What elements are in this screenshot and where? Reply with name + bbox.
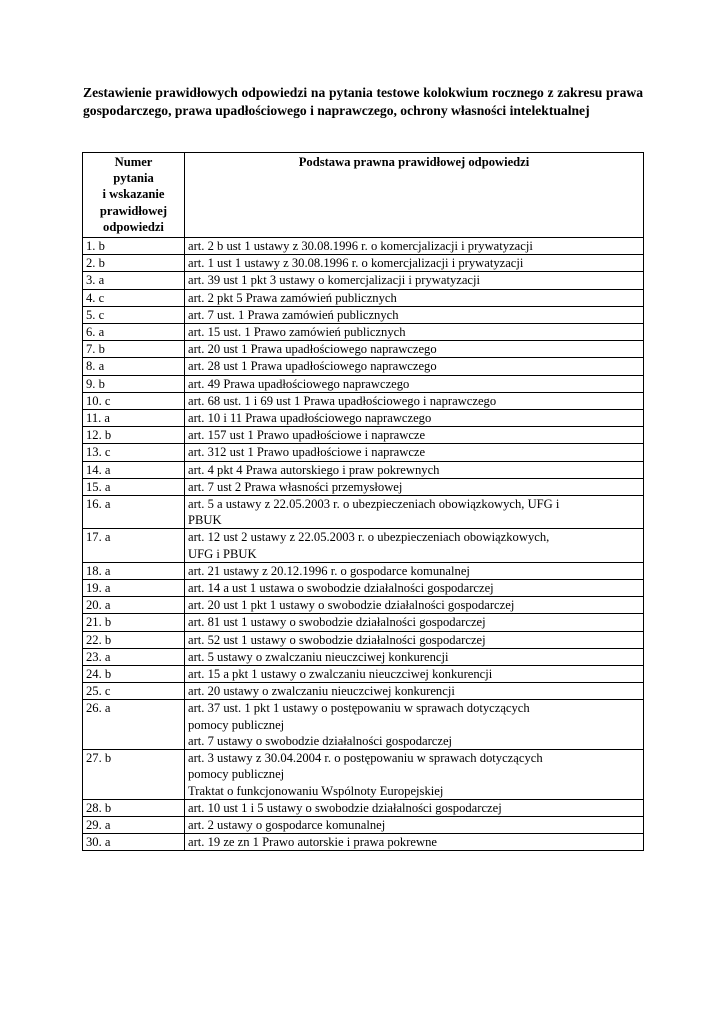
table-row: [83, 375, 644, 392]
legal-basis-cell: [185, 478, 644, 495]
legal-basis-line: art. 37 ust. 1 pkt 1 ustawy o postępowaniu w sprawach dotyczących: [188, 701, 530, 716]
table-row: [83, 614, 644, 631]
legal-basis-cell: [185, 683, 644, 700]
header-number-line: i wskazanie: [102, 187, 165, 202]
legal-basis-line: art. 5 ustawy o zwalczaniu nieuczciwej konkurencji: [188, 649, 449, 664]
answer-number-cell: 2. b: [83, 255, 185, 272]
answer-number-cell: 23. a: [83, 648, 185, 665]
answer-number-cell: 6. a: [83, 324, 185, 341]
answer-number-cell: 10. c: [83, 392, 185, 409]
table-row: [83, 444, 644, 461]
legal-basis-cell: [185, 461, 644, 478]
header-number-line: odpowiedzi: [103, 219, 164, 234]
legal-basis-line: art. 19 ze zn 1 Prawo autorskie i prawa pokrewne: [188, 835, 437, 850]
answer-number-cell: 30. a: [83, 834, 185, 851]
header-number-line: Numer: [114, 155, 153, 169]
legal-basis-cell: [185, 834, 644, 851]
answer-number-cell: 3. a: [83, 272, 185, 289]
answer-number-cell: 21. b: [83, 614, 185, 631]
table-row: [83, 816, 644, 833]
answers-table: [82, 152, 644, 851]
answer-number-cell: 15. a: [83, 478, 185, 495]
legal-basis-line: art. 3 ustawy z 30.04.2004 r. o postępowaniu w sprawach dotyczących: [188, 751, 543, 766]
legal-basis-line: art. 7 ust 2 Prawa własności przemysłowej: [188, 479, 403, 494]
answer-number-cell: 28. b: [83, 799, 185, 816]
legal-basis-line: art. 157 ust 1 Prawo upadłościowe i naprawcze: [188, 428, 426, 443]
legal-basis-line: art. 39 ust 1 pkt 3 ustawy o komercjalizacji i prywatyzacji: [188, 273, 481, 288]
table-row: [83, 478, 644, 495]
answer-number-cell: 1. b: [83, 238, 185, 255]
answer-number-cell: 16. a: [83, 496, 185, 529]
legal-basis-line: art. 52 ust 1 ustawy o swobodzie działalności gospodarczej: [188, 632, 486, 647]
legal-basis-line: PBUK: [188, 513, 222, 528]
table-row: [83, 562, 644, 579]
legal-basis-cell: [185, 410, 644, 427]
table-row: [83, 358, 644, 375]
legal-basis-cell: [185, 341, 644, 358]
answer-number-cell: 4. c: [83, 289, 185, 306]
header-legal-basis: Podstawa prawna prawidłowej odpowiedzi: [185, 153, 644, 238]
answer-number-cell: 19. a: [83, 580, 185, 597]
table-row: [83, 597, 644, 614]
table-row: [83, 306, 644, 323]
legal-basis-cell: [185, 816, 644, 833]
answer-number-cell: 17. a: [83, 529, 185, 562]
legal-basis-line: art. 81 ust 1 ustawy o swobodzie działalności gospodarczej: [188, 615, 486, 630]
header-number-line: pytania: [113, 171, 154, 186]
legal-basis-line: art. 10 ust 1 i 5 ustawy o swobodzie działalności gospodarczej: [188, 800, 502, 815]
legal-basis-cell: [185, 700, 644, 750]
table-row: [83, 580, 644, 597]
legal-basis-cell: [185, 631, 644, 648]
legal-basis-cell: [185, 648, 644, 665]
table-row: [83, 289, 644, 306]
document-title: Zestawienie prawidłowych odpowiedzi na pytania testowe kolokwium rocznego z zakresu prawa gospodarczego, prawa upadłościowego i naprawczego, ochrony własności intelektualnej: [83, 85, 643, 118]
legal-basis-line: art. 7 ust. 1 Prawa zamówień publicznych: [188, 307, 399, 322]
table-row: [83, 324, 644, 341]
legal-basis-line: art. 20 ustawy o zwalczaniu nieuczciwej konkurencji: [188, 684, 455, 699]
legal-basis-cell: [185, 444, 644, 461]
legal-basis-cell: [185, 272, 644, 289]
answer-number-cell: 9. b: [83, 375, 185, 392]
legal-basis-cell: [185, 392, 644, 409]
legal-basis-cell: [185, 238, 644, 255]
table-header-row: [83, 153, 644, 238]
table-row: [83, 834, 644, 851]
answer-number-cell: 26. a: [83, 700, 185, 750]
legal-basis-line: Traktat o funkcjonowaniu Wspólnoty Europejskiej: [188, 783, 444, 798]
legal-basis-cell: [185, 255, 644, 272]
legal-basis-line: art. 15 a pkt 1 ustawy o zwalczaniu nieuczciwej konkurencji: [188, 667, 493, 682]
table-row: [83, 496, 644, 529]
legal-basis-cell: [185, 289, 644, 306]
legal-basis-line: art. 21 ustawy z 20.12.1996 r. o gospodarce komunalnej: [188, 563, 470, 578]
legal-basis-line: art. 2 pkt 5 Prawa zamówień publicznych: [188, 290, 397, 305]
legal-basis-cell: [185, 666, 644, 683]
legal-basis-cell: [185, 529, 644, 562]
answer-number-cell: 8. a: [83, 358, 185, 375]
table-row: [83, 666, 644, 683]
table-row: [83, 799, 644, 816]
answer-number-cell: 24. b: [83, 666, 185, 683]
legal-basis-cell: [185, 562, 644, 579]
legal-basis-line: art. 2 ustawy o gospodarce komunalnej: [188, 817, 386, 832]
legal-basis-line: art. 15 ust. 1 Prawo zamówień publicznych: [188, 325, 406, 340]
answer-number-cell: 5. c: [83, 306, 185, 323]
legal-basis-line: art. 12 ust 2 ustawy z 22.05.2003 r. o ubezpieczeniach obowiązkowych,: [188, 530, 550, 545]
table-row: [83, 410, 644, 427]
answer-number-cell: 29. a: [83, 816, 185, 833]
legal-basis-cell: [185, 324, 644, 341]
answer-number-cell: 12. b: [83, 427, 185, 444]
legal-basis-line: UFG i PBUK: [188, 546, 257, 561]
legal-basis-line: art. 20 ust 1 pkt 1 ustawy o swobodzie działalności gospodarczej: [188, 598, 515, 613]
answer-number-cell: 27. b: [83, 750, 185, 800]
header-question-number: [83, 153, 185, 238]
legal-basis-line: art. 7 ustawy o swobodzie działalności gospodarczej: [188, 733, 453, 748]
legal-basis-cell: [185, 799, 644, 816]
table-row: [83, 529, 644, 562]
answer-number-cell: 22. b: [83, 631, 185, 648]
legal-basis-line: art. 14 a ust 1 ustawa o swobodzie działalności gospodarczej: [188, 581, 494, 596]
legal-basis-cell: [185, 614, 644, 631]
legal-basis-cell: [185, 375, 644, 392]
legal-basis-cell: [185, 306, 644, 323]
answer-number-cell: 18. a: [83, 562, 185, 579]
table-row: [83, 700, 644, 750]
legal-basis-line: art. 68 ust. 1 i 69 ust 1 Prawa upadłościowego i naprawczego: [188, 393, 497, 408]
answer-number-cell: 25. c: [83, 683, 185, 700]
table-row: [83, 341, 644, 358]
legal-basis-line: pomocy publicznej: [188, 717, 285, 732]
answer-number-cell: 7. b: [83, 341, 185, 358]
legal-basis-cell: [185, 580, 644, 597]
table-row: [83, 255, 644, 272]
table-row: [83, 683, 644, 700]
answer-number-cell: 14. a: [83, 461, 185, 478]
legal-basis-cell: [185, 496, 644, 529]
legal-basis-line: art. 10 i 11 Prawa upadłościowego naprawczego: [188, 411, 432, 426]
legal-basis-cell: [185, 597, 644, 614]
legal-basis-cell: [185, 358, 644, 375]
table-row: [83, 392, 644, 409]
legal-basis-cell: [185, 750, 644, 800]
table-row: [83, 238, 644, 255]
table-row: [83, 631, 644, 648]
legal-basis-line: art. 20 ust 1 Prawa upadłościowego naprawczego: [188, 342, 437, 357]
legal-basis-line: art. 1 ust 1 ustawy z 30.08.1996 r. o komercjalizacji i prywatyzacji: [188, 256, 524, 271]
table-row: [83, 427, 644, 444]
table-row: [83, 272, 644, 289]
answer-number-cell: 11. a: [83, 410, 185, 427]
table-row: [83, 461, 644, 478]
legal-basis-line: art. 312 ust 1 Prawo upadłościowe i naprawcze: [188, 445, 426, 460]
legal-basis-line: art. 49 Prawa upadłościowego naprawczego: [188, 376, 410, 391]
legal-basis-line: art. 4 pkt 4 Prawa autorskiego i praw pokrewnych: [188, 462, 440, 477]
legal-basis-line: pomocy publicznej: [188, 767, 285, 782]
answer-number-cell: 20. a: [83, 597, 185, 614]
answer-number-cell: 13. c: [83, 444, 185, 461]
legal-basis-line: art. 2 b ust 1 ustawy z 30.08.1996 r. o komercjalizacji i prywatyzacji: [188, 239, 533, 253]
table-row: [83, 750, 644, 800]
legal-basis-line: art. 5 a ustawy z 22.05.2003 r. o ubezpieczeniach obowiązkowych, UFG i: [188, 497, 560, 512]
header-number-line: prawidłowej: [99, 203, 168, 218]
legal-basis-cell: [185, 427, 644, 444]
table-row: [83, 648, 644, 665]
legal-basis-line: art. 28 ust 1 Prawa upadłościowego naprawczego: [188, 359, 437, 374]
